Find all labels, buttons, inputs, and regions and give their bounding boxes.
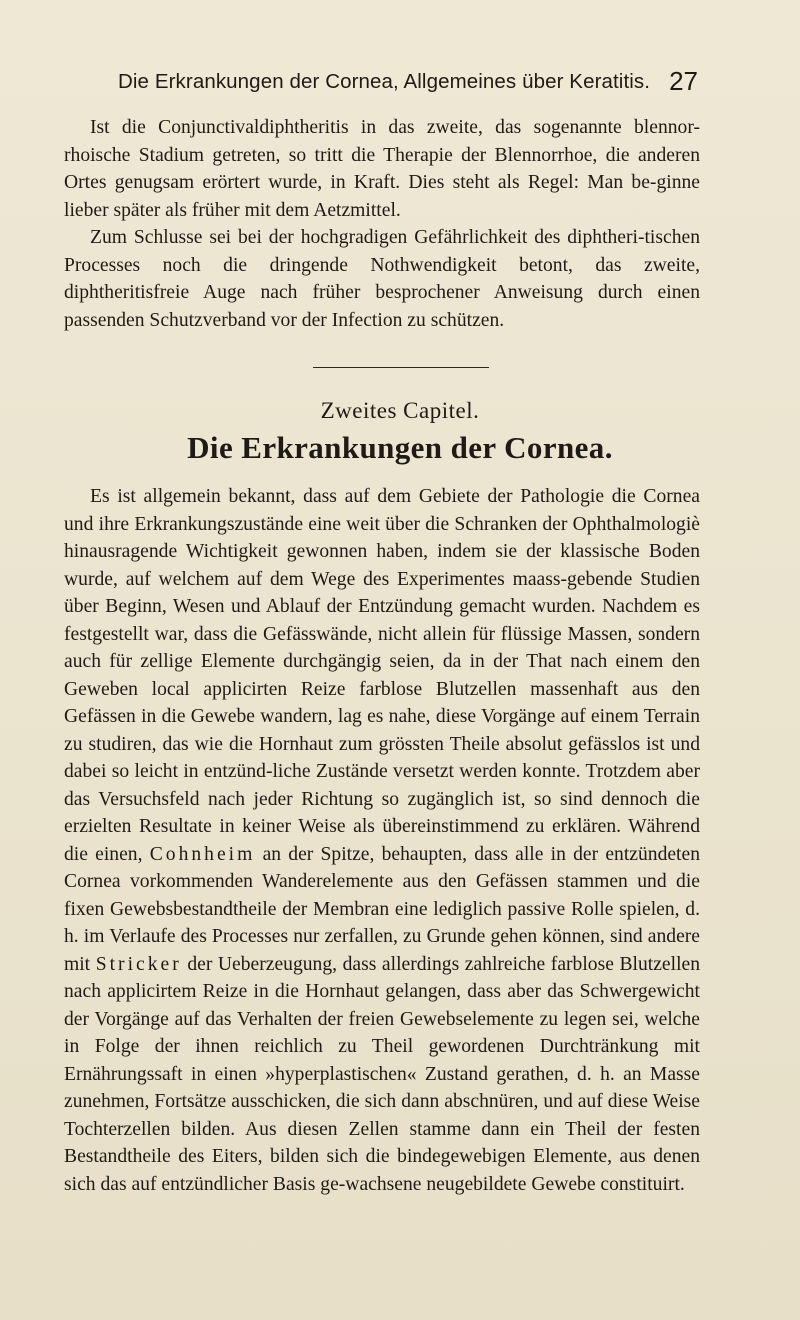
running-title: Die Erkrankungen der Cornea, Allgemeines über Keratitis. (118, 70, 651, 93)
diphtheritis-section (64, 114, 700, 334)
paragraph-conclusion: Zum Schlusse sei bei der hochgradigen Gefährlichkeit des diphtheri-tischen Processes noch die dringende Nothwendigkeit betont, das zweite, diphtheritisfreie Auge nach früher besprochener Anweisung durch einen passenden Schutzverband vor der Infection zu schützen. (64, 227, 700, 331)
cornea-section (64, 483, 700, 1198)
page-number: 27 (669, 66, 698, 96)
author-name-stricker: Stricker (95, 953, 182, 975)
running-header (118, 66, 698, 100)
chapter-title: Die Erkrankungen der Cornea. (187, 430, 613, 465)
paragraph-cornea-intro (64, 483, 700, 1198)
chapter-label: Zweites Capitel. (320, 398, 480, 423)
section-divider (313, 367, 489, 368)
text-run: Es ist allgemein bekannt, dass auf dem Gebiete der Pathologie die Cornea und ihre Erkrankungszustände eine weit über die Schranken der Ophthalmologiè hinausragende Wichtigkeit gewonnen haben, indem sie der klassische Boden wurde, auf welchem auf dem Wege des Experimentes maass-gebende Studien über Beginn, Wesen und Ablauf der Entzündung gemacht wurden. Nachdem es festgestellt war, dass die Gefässwände, nicht allein für flüssige Massen, sondern auch für zellige Elemente durchgängig seien, da in der That nach einem den Geweben local applicirten Reize farblose Blutzellen massenhaft aus den Gefässen in die Gewebe wandern, lag es nahe, diese Vorgänge auf einem Terrain zu studiren, das wie die Hornhaut zum grössten Theile absolut gefässlos ist und dabei so leicht in entzünd-liche Zustände versetzt werden konnte. Trotzdem aber das Versuchsfeld nach jeder Richtung so zugänglich ist, so sind dennoch die erzielten Resultate in keiner Weise als übereinstimmend zu erklären. Während die einen, (64, 486, 700, 865)
text-run: an der Spitze, behaupten, dass alle in der entzündeten Cornea vorkommenden Wanderelemente aus den Gefässen stammen und die fixen Gewebsbestandtheile der Membran eine lediglich passive Rolle spielen, d. h. im Verlaufe des Processes nur zerfallen, zu Grunde gehen können, sind andere mit (64, 843, 700, 975)
text-run: der Ueberzeugung, dass allerdings zahlreiche farblose Blutzellen nach applicirtem Reize in die Hornhaut gelangen, dass aber das Schwergewicht der Vorgänge auf das Verhalten der freien Gewebselemente zu legen sei, welche in Folge der ihnen reichlich zu Theil gewordenen Durchtränkung mit Ernährungssaft in einen »hyperplastischen« Zustand gerathen, d. h. an Masse zunehmen, Fortsätze ausschicken, die sich dann abschnüren, und auf diese Weise Tochterzellen bilden. Aus diesen Zellen stamme dann ein Theil der festen Bestandtheile des Eiters, bilden sich die bindegewebigen Elemente, aus denen sich das auf entzündlicher Basis ge-wachsene neugebildete Gewebe constituirt. (64, 953, 701, 1195)
paragraph-therapy: Ist die Conjunctivaldiphtheritis in das zweite, das sogenannte blennor-rhoische Stadium getreten, so tritt die Therapie der Blennorrhoe, die anderen Ortes genugsam erörtert wurde, in Kraft. Dies steht als Regel: Man be-ginne lieber später als früher mit dem Aetzmittel. (64, 117, 700, 221)
author-name-cohnheim: Cohnheim (149, 843, 256, 865)
